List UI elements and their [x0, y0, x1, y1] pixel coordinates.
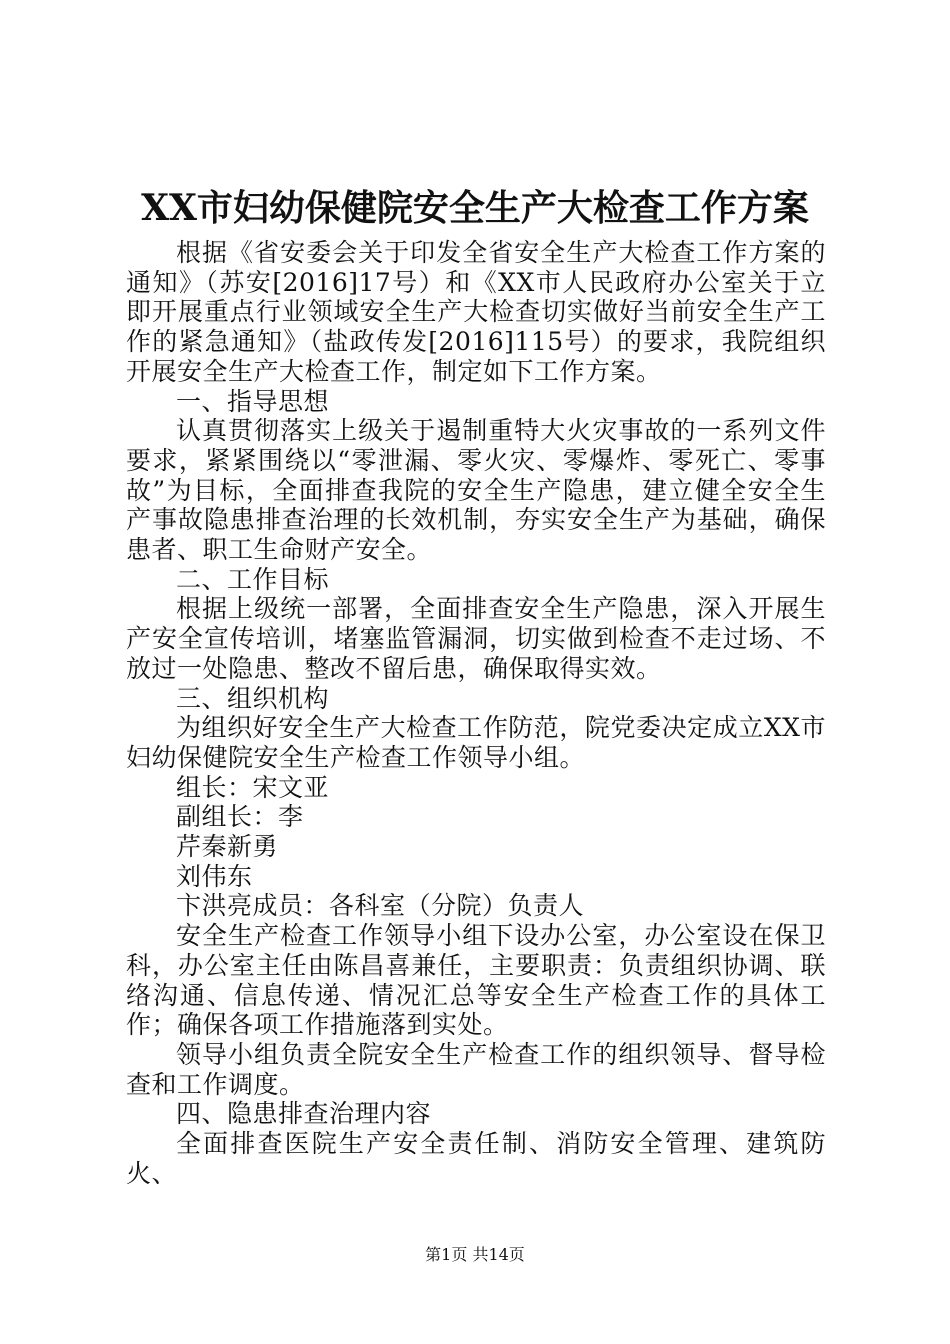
document-body [126, 238, 826, 1189]
member-line-name-1: 芹秦新勇 [176, 832, 279, 862]
section-heading-hazard-content: 四、隐患排查治理内容 [176, 1099, 432, 1129]
paragraph-hazard-content: 全面排查医院生产安全责任制、消防安全管理、建筑防火、 [126, 1129, 826, 1188]
member-line-name-2: 刘伟东 [176, 861, 253, 891]
paragraph-organization: 为组织好安全生产大检查工作防范，院党委决定成立XX市妇幼保健院安全生产检查工作领导小组。 [126, 713, 826, 772]
paragraph-office: 安全生产检查工作领导小组下设办公室，办公室设在保卫科，办公室主任由陈昌喜兼任，主要职责：负责组织协调、联络沟通、信息传递、情况汇总等安全生产检查工作的具体工作；确保各项工作措施落到实处。 [126, 921, 826, 1040]
paragraph-work-goals: 根据上级统一部署，全面排查安全生产隐患，深入开展生产安全宣传培训，堵塞监管漏洞，切实做到检查不走过场、不放过一处隐患、整改不留后患，确保取得实效。 [126, 594, 826, 683]
section-heading-work-goals: 二、工作目标 [176, 564, 330, 594]
section-heading-guiding-ideology: 一、指导思想 [176, 386, 330, 416]
page-footer: 第1页 共14页 [425, 1245, 525, 1264]
member-line-leader: 组长：宋文亚 [176, 772, 330, 802]
member-line-members: 卞洪亮成员：各科室（分院）负责人 [176, 891, 585, 921]
paragraph-intro: 根据《省安委会关于印发全省安全生产大检查工作方案的通知》（苏安[2016]17号）和《XX市人民政府办公室关于立即开展重点行业领域安全生产大检查切实做好当前安全生产工作的紧急通知》（盐政传发[2016]115号）的要求，我院组织开展安全生产大检查工作，制定如下工作方案。 [126, 238, 826, 386]
member-line-deputy: 副组长：李 [176, 802, 304, 832]
paragraph-leadership-duty: 领导小组负责全院安全生产检查工作的组织领导、督导检查和工作调度。 [126, 1039, 826, 1099]
paragraph-guiding-ideology: 认真贯彻落实上级关于遏制重特大火灾事故的一系列文件要求，紧紧围绕以“零泄漏、零火灾、零爆炸、零死亡、零事故”为目标，全面排查我院的安全生产隐患，建立健全安全生产事故隐患排查治理的长效机制，夯实安全生产为基础，确保患者、职工生命财产安全。 [126, 416, 826, 565]
document-title: XX市妇幼保健院安全生产大检查工作方案 [141, 187, 809, 229]
section-heading-organization: 三、组织机构 [176, 683, 330, 713]
